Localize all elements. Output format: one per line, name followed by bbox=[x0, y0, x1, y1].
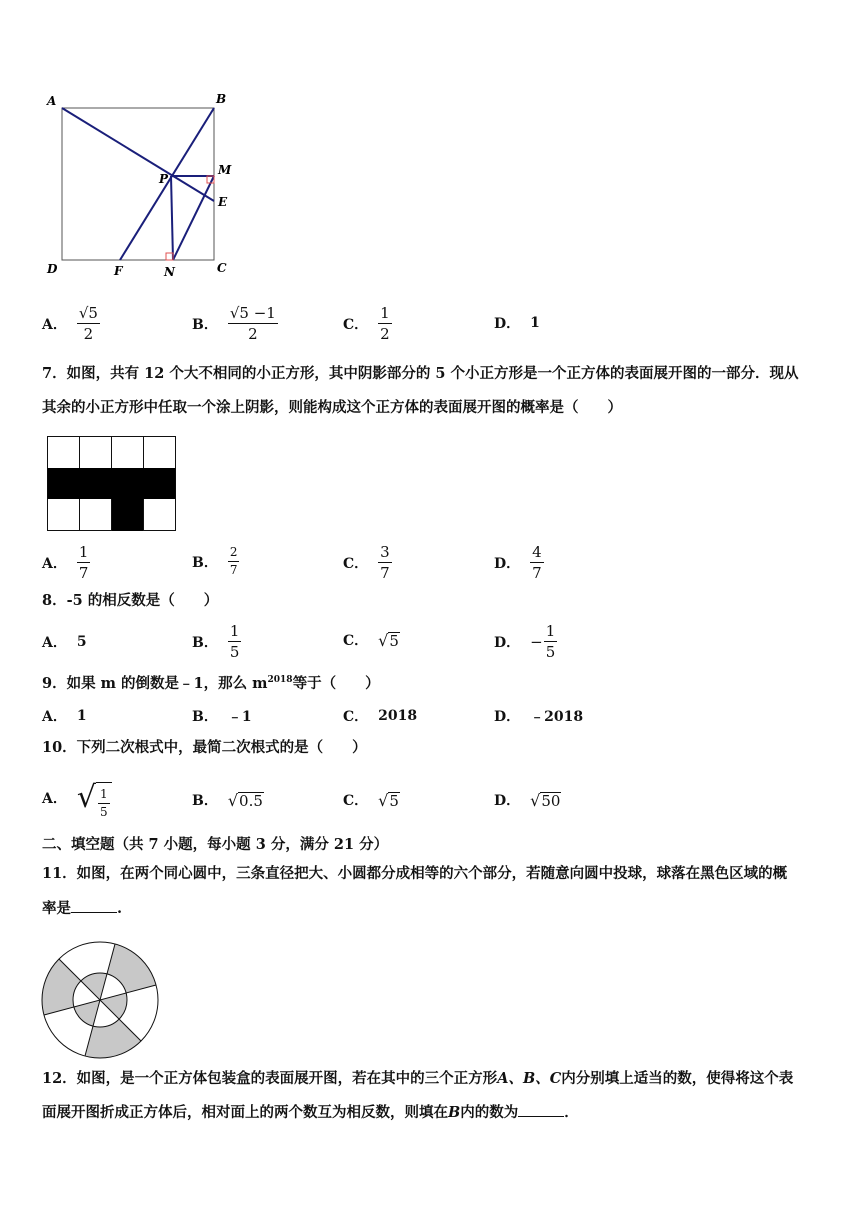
fraction bbox=[228, 304, 278, 343]
q6-option-c[interactable] bbox=[343, 304, 392, 343]
shaded-bottom-cell bbox=[112, 499, 144, 531]
q7-text-line2: 其余的小正方形中任取一个涂上阴影，则能构成这个正方体的表面展开图的概率是（ ） bbox=[42, 399, 622, 416]
numerator: 1 bbox=[380, 304, 390, 322]
q12-line1-letters: A、B、C bbox=[497, 1070, 562, 1087]
option-label: C． bbox=[343, 555, 369, 572]
q8-option-d[interactable] bbox=[494, 622, 557, 661]
q6-option-a[interactable] bbox=[42, 304, 100, 343]
denominator: 7 bbox=[78, 564, 89, 582]
fraction bbox=[228, 622, 242, 661]
denominator: 7 bbox=[229, 563, 238, 577]
option-label: C． bbox=[343, 633, 369, 649]
squares-grid-figure bbox=[47, 436, 177, 532]
square-root bbox=[228, 791, 264, 810]
answer-blank[interactable] bbox=[71, 912, 117, 913]
label-p: P bbox=[159, 172, 169, 186]
q12-line2-letter: B bbox=[448, 1104, 461, 1121]
fraction bbox=[378, 543, 392, 582]
fraction bbox=[77, 304, 100, 343]
q12-line2-part-c: 内的数为 bbox=[460, 1104, 519, 1121]
option-label: D． bbox=[494, 634, 521, 651]
square-root bbox=[378, 631, 400, 650]
denominator: 5 bbox=[229, 643, 240, 661]
line-ae bbox=[62, 108, 214, 201]
q8-option-b[interactable] bbox=[192, 622, 241, 661]
option-label: C． bbox=[343, 316, 369, 333]
q8-option-c[interactable] bbox=[343, 630, 400, 650]
q10-option-b[interactable] bbox=[192, 790, 264, 810]
q9-text-before: 9．如果 m 的倒数是﹣1，那么 m bbox=[42, 674, 268, 692]
option-label: B． bbox=[192, 793, 218, 809]
label-a: A bbox=[47, 94, 57, 108]
square-root bbox=[378, 791, 400, 810]
q9-text-after: 等于（ ） bbox=[292, 674, 380, 692]
denominator: 2 bbox=[248, 325, 258, 343]
radical-sign-icon: √ bbox=[227, 790, 239, 810]
q10-text: 10．下列二次根式中，最简二次根式的是（ ） bbox=[42, 739, 367, 756]
q10-option-a[interactable] bbox=[42, 776, 112, 820]
label-b: B bbox=[216, 92, 227, 106]
answer-blank[interactable] bbox=[518, 1116, 564, 1117]
fraction bbox=[544, 622, 558, 661]
radicand: 5 bbox=[389, 791, 399, 810]
fraction bbox=[228, 545, 240, 578]
radicand: 0.5 bbox=[239, 791, 263, 810]
radicand: 50 bbox=[541, 791, 561, 810]
option-label: D． bbox=[494, 709, 521, 725]
radical-sign-icon: √ bbox=[530, 790, 541, 810]
numerator: 3 bbox=[380, 543, 390, 561]
option-label: C． bbox=[343, 709, 369, 725]
square-root bbox=[530, 791, 561, 810]
label-e: E bbox=[218, 195, 228, 209]
square-geometry-figure bbox=[40, 88, 250, 283]
label-n: N bbox=[164, 265, 175, 279]
q7-option-a[interactable] bbox=[42, 543, 90, 582]
q11-text-line2-content: 率是 bbox=[42, 900, 71, 917]
q9-option-d[interactable] bbox=[494, 706, 583, 726]
numerator: 2 bbox=[228, 545, 240, 562]
label-c: C bbox=[217, 261, 227, 275]
q7-option-d[interactable] bbox=[494, 543, 544, 582]
q12-line2-part-a: 面展开图折成正方体后，相对面上的两个数互为相反数，则填在 bbox=[42, 1104, 448, 1121]
q6-option-b[interactable] bbox=[192, 304, 278, 343]
radicand: 5 bbox=[389, 631, 399, 650]
option-label: A． bbox=[42, 555, 67, 572]
numerator: √5 bbox=[78, 304, 98, 322]
fraction bbox=[98, 787, 110, 820]
q6-option-d[interactable] bbox=[494, 313, 540, 333]
option-value: 5 bbox=[76, 634, 87, 650]
line-pn bbox=[171, 176, 173, 260]
q9-option-a[interactable] bbox=[42, 706, 87, 726]
q10-option-d[interactable] bbox=[494, 790, 561, 810]
q12-line1-part-a: 12．如图，是一个正方体包装盒的表面展开图，若在其中的三个正方形 bbox=[42, 1070, 498, 1087]
q9-exponent: 2018 bbox=[267, 675, 293, 685]
denominator: 2 bbox=[380, 325, 390, 343]
option-value: 1 bbox=[530, 315, 540, 331]
radical-sign-icon: √ bbox=[378, 630, 389, 650]
q9-option-c[interactable] bbox=[343, 706, 417, 726]
label-m: M bbox=[218, 163, 232, 177]
denominator: 5 bbox=[100, 805, 108, 819]
denominator: 5 bbox=[545, 643, 556, 661]
section-heading-fill-blank: 二、填空题（共 7 小题，每小题 3 分，满分 21 分） bbox=[42, 836, 389, 853]
option-label: A． bbox=[42, 635, 67, 651]
square-root bbox=[77, 776, 112, 820]
numerator: √5 −1 bbox=[229, 304, 276, 322]
q12-text-line2: 面展开图折成正方体后，相对面上的两个数互为相反数，则填在B内的数为 ． bbox=[42, 1104, 579, 1121]
q10-option-c[interactable] bbox=[343, 790, 400, 810]
q9-option-b[interactable] bbox=[192, 706, 252, 726]
option-value: ﹣1 bbox=[227, 709, 252, 725]
q11-text-line2: 率是 . bbox=[42, 900, 123, 917]
label-d: D bbox=[47, 262, 58, 276]
numerator: 1 bbox=[78, 543, 89, 561]
shaded-row bbox=[48, 468, 176, 499]
q11-text-line1: 11．如图，在两个同心圆中，三条直径把大、小圆都分成相等的六个部分，若随意向圆中投球，球落在黑色区域的概 bbox=[42, 865, 788, 882]
option-label: A． bbox=[42, 316, 67, 333]
option-value: 1 bbox=[76, 708, 87, 724]
fraction bbox=[77, 543, 91, 582]
radical-sign-icon: √ bbox=[378, 790, 389, 810]
option-label: B． bbox=[192, 634, 218, 651]
radical-sign-icon: √ bbox=[76, 780, 96, 815]
q8-option-a[interactable] bbox=[42, 632, 87, 652]
option-label: D． bbox=[494, 793, 521, 809]
option-value: 2018 bbox=[378, 708, 418, 724]
q7-text-line1: 7．如图，共有 12 个大不相同的小正方形，其中阴影部分的 5 个小正方形是一个正方体的表面展开图的一部分．现从 bbox=[42, 365, 799, 382]
option-label: A． bbox=[42, 709, 67, 725]
numerator: 1 bbox=[545, 622, 556, 640]
option-label: A． bbox=[42, 791, 67, 807]
fraction bbox=[378, 304, 392, 343]
numerator: 1 bbox=[98, 787, 110, 804]
q12-text-line1 bbox=[42, 1069, 793, 1089]
fraction bbox=[530, 543, 544, 582]
option-label: D． bbox=[494, 555, 521, 572]
option-label: B． bbox=[192, 316, 218, 333]
concentric-circles-figure bbox=[40, 940, 160, 1060]
option-value: ﹣2018 bbox=[530, 709, 584, 725]
option-label: D． bbox=[494, 316, 521, 332]
q7-option-c[interactable] bbox=[343, 543, 392, 582]
numerator: 1 bbox=[229, 622, 240, 640]
label-f: F bbox=[114, 264, 123, 278]
q9-text bbox=[42, 670, 380, 694]
radicand-wrapper bbox=[96, 782, 112, 820]
denominator: 2 bbox=[83, 325, 94, 343]
square-abcd bbox=[62, 108, 214, 260]
q7-option-b[interactable] bbox=[192, 545, 239, 578]
numerator: 4 bbox=[532, 543, 542, 561]
option-label: C． bbox=[343, 793, 369, 809]
q12-line1-part-c: 内分别填上适当的数，使得将这个表 bbox=[561, 1070, 794, 1087]
q8-text: 8．-5 的相反数是（ ） bbox=[42, 592, 219, 609]
option-label: B． bbox=[192, 554, 218, 571]
denominator: 7 bbox=[532, 564, 542, 582]
option-label: B． bbox=[192, 709, 218, 725]
denominator: 7 bbox=[380, 564, 390, 582]
minus-sign: − bbox=[530, 632, 543, 651]
